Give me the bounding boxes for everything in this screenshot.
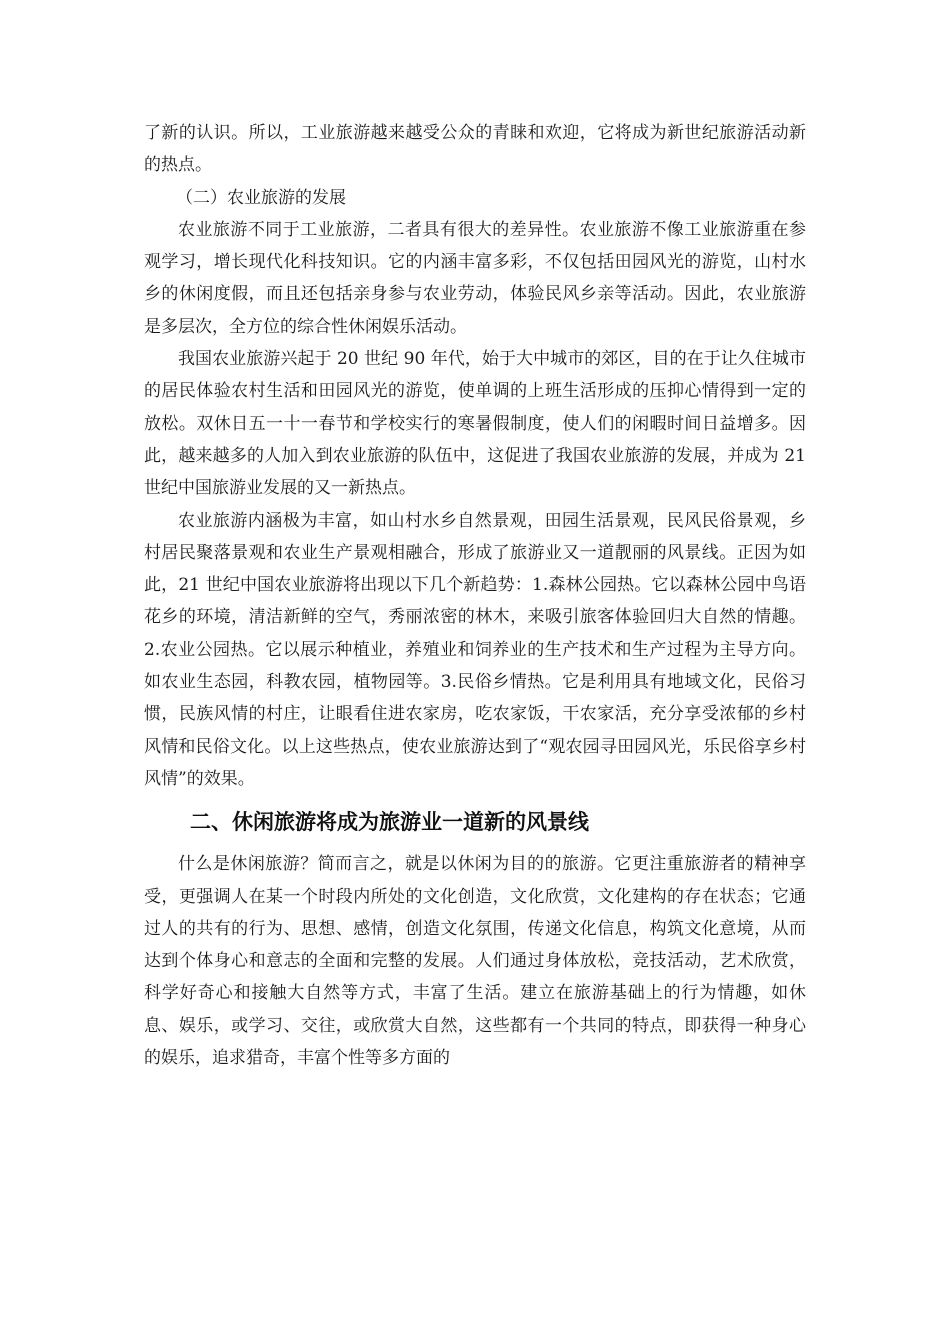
subsection-heading: （二）农业旅游的发展 bbox=[176, 187, 346, 208]
paragraph-leisure-tourism: 什么是休闲旅游？简而言之，就是以休闲为目的的旅游。它更注重旅游者的精神享受，更强调人在某一个时段内所处的文化创造，文化欣赏，文化建构的存在状态；它通过人的共有的行为、思想、感情，创造文化氛围，传递文化信息，构筑文化意境，从而达到个体身心和意志的全面和完整的发展。人们通过身体放松，竞技活动，艺术欣赏，科学好奇心和接触大自然等方式，丰富了生活。建立在旅游基础上的行为情趣，如休息、娱乐，或学习、交往，或欣赏大自然，这些都有一个共同的特点，即获得一种身心的娱乐，追求猎奇，丰富个性等多方面的 bbox=[144, 854, 806, 1069]
paragraph-agri-tourism-trends: 农业旅游内涵极为丰富，如山村水乡自然景观，田园生活景观，民风民俗景观，乡村居民聚落景观和农业生产景观相融合，形成了旅游业又一道靓丽的风景线。正因为如此，21 世纪中国农业旅游将出现以下几个新趋势：1.森林公园热。它以森林公园中鸟语花乡的环境，清洁新鲜的空气，秀丽浓密的林木，来吸引旅客体验回归大自然的情趣。2.农业公园热。它以展示种植业，养殖业和饲养业的生产技术和生产过程为主导方向。如农业生态园，科教农园，植物园等。3.民俗乡情热。它是利用具有地域文化，民俗习惯，民族风情的村庄，让眼看住进农家房，吃农家饭，干农家活，充分享受浓郁的乡村风情和民俗文化。以上这些热点，使农业旅游达到了“观农园寻田园风光，乐民俗享乡村风情”的效果。 bbox=[144, 510, 806, 789]
document-page bbox=[144, 117, 806, 1074]
paragraph-agri-tourism-intro: 农业旅游不同于工业旅游，二者具有很大的差异性。农业旅游不像工业旅游重在参观学习，增长现代化科技知识。它的内涵丰富多彩，不仅包括田园风光的游览，山村水乡的休闲度假，而且还包括亲身参与农业劳动，体验民风乡亲等活动。因此，农业旅游是多层次，全方位的综合性休闲娱乐活动。 bbox=[144, 219, 806, 337]
paragraph-agri-tourism-history: 我国农业旅游兴起于 20 世纪 90 年代，始于大中城市的郊区，目的在于让久住城市的居民体验农村生活和田园风光的游览，使单调的上班生活形成的压抑心情得到一定的放松。双休日五一十一春节和学校实行的寒暑假制度，使人们的闲暇时间日益增多。因此，越来越多的人加入到农业旅游的队伍中，这促进了我国农业旅游的发展，并成为 21 世纪中国旅游业发展的又一新热点。 bbox=[144, 349, 806, 499]
paragraph-continuation: 了新的认识。所以，工业旅游越来越受公众的青睐和欢迎，它将成为新世纪旅游活动新的热点。 bbox=[144, 123, 806, 176]
section-heading: 二、休闲旅游将成为旅游业一道新的风景线 bbox=[190, 810, 589, 835]
